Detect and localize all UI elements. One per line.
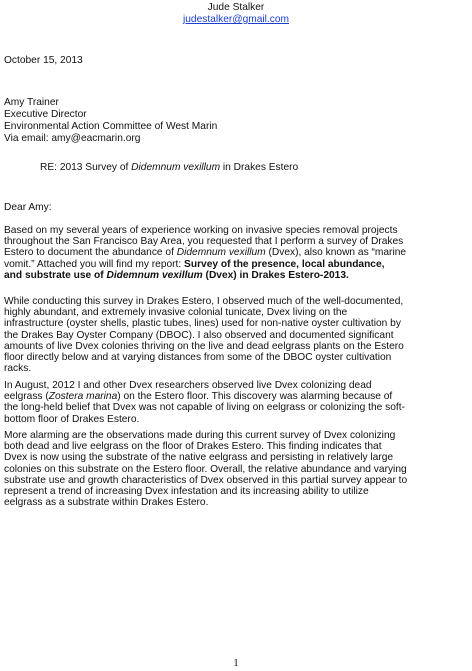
paragraph-request [4, 225, 466, 281]
text-line: amounts of live Dvex colonies thriving on the live and dead eelgrass plants on the Estero [4, 340, 404, 352]
text-line [4, 391, 466, 402]
text-line [4, 247, 466, 258]
text-run: vomit.” Attached you will find my report: [4, 258, 185, 270]
text-run: ) on the Estero floor. This discovery was alarming because of [117, 391, 393, 403]
text-line: substrate use and growth characteristics of Dvex observed in this partial survey appear to [4, 474, 408, 486]
report-title-part: Survey of the presence, local abundance, [184, 258, 385, 270]
text-run: and substrate use of [4, 269, 107, 281]
species-name: Didemnum vexillum [176, 247, 266, 259]
text-run: eelgrass ( [4, 391, 49, 403]
recipient-contact: Via email: amy@eacmarin.org [4, 133, 141, 144]
paragraph-current-survey [4, 430, 466, 508]
species-name: Didemnum vexillum [106, 269, 203, 281]
paragraph-observations [4, 296, 466, 374]
text-line: both dead and live eelgrass on the floor of Drakes Estero. This finding indicates that [4, 441, 382, 453]
text-line: highly abundant, and extremely invasive colonial tunicate, Dvex living on the [4, 307, 348, 319]
text-line: infrastructure (oyster shells, plastic tubes, lines) used for non-native oyster cultivation by [4, 318, 401, 330]
text-line: Based on my several years of experience working on invasive species removal projects [4, 225, 398, 236]
text-line: racks. [4, 363, 32, 375]
text-line: the Drakes Bay Oyster Company (DBOC). I also observed and documented significant [4, 329, 394, 341]
report-title-part [4, 270, 349, 281]
recipient-title: Executive Director [4, 109, 87, 120]
sender-email-link[interactable]: judestalker@gmail.com [182, 14, 290, 25]
text-line: eelgrass as a substrate within Drakes Estero. [4, 497, 209, 509]
text-line: represent a trend of increasing Dvex infestation and its increasing ability to utilize [4, 486, 369, 498]
text-line: throughout the San Francisco Bay Area, you requested that I perform a survey of Drakes [4, 236, 404, 248]
salutation: Dear Amy: [4, 202, 52, 213]
text-run: (Dvex), also known as “marine [265, 247, 407, 259]
text-line: While conducting this survey in Drakes Estero, I observed much of the well-documented, [4, 296, 404, 307]
page-number: 1 [233, 657, 239, 669]
text-line [4, 259, 466, 270]
subject-prefix: RE: 2013 Survey of [40, 162, 132, 173]
sender-name: Jude Stalker [207, 2, 265, 13]
sender-email-row [0, 14, 472, 25]
subject-suffix: in Drakes Estero [220, 162, 299, 173]
text-line: floor directly below and at varying distances from some of the DBOC oyster cultivation [4, 352, 392, 364]
text-run: (Dvex) in Drakes Estero-2013. [202, 269, 349, 281]
subject-line [40, 162, 298, 173]
text-line: Dvex is now using the substrate of the native eelgrass and persisting in relatively large [4, 452, 394, 464]
text-line: In August, 2012 I and other Dvex researchers observed live Dvex colonizing dead [4, 380, 372, 391]
subject-species: Didemnum vexillum [131, 162, 221, 173]
text-line: colonies on this substrate on the Estero floor. Overall, the relative abundance and varying [4, 463, 407, 475]
species-name: Zostera marina [48, 391, 118, 403]
letter-date: October 15, 2013 [4, 55, 83, 66]
recipient-organization: Environmental Action Committee of West Marin [4, 121, 218, 132]
text-run: Estero to document the abundance of [4, 247, 177, 259]
paragraph-2012-discovery [4, 380, 466, 425]
text-line: bottom floor of Drakes Estero. [4, 413, 140, 425]
text-line [4, 270, 466, 281]
text-line: More alarming are the observations made during this current survey of Dvex colonizing [4, 430, 396, 441]
text-line: the long-held belief that Dvex was not capable of living on eelgrass or colonizing the soft- [4, 402, 405, 414]
recipient-name: Amy Trainer [4, 97, 59, 108]
